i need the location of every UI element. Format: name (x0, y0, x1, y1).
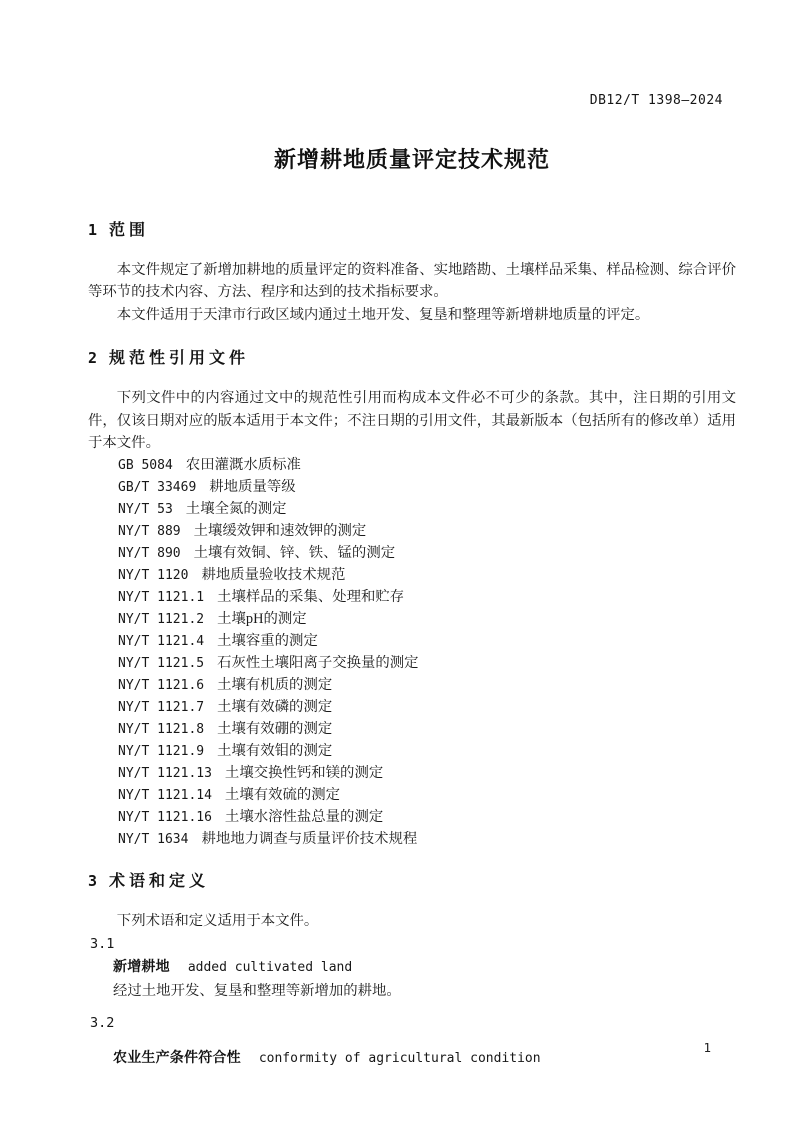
reference-code: NY/T 889 (118, 524, 181, 540)
reference-code: NY/T 1121.9 (118, 744, 205, 760)
page-content (88, 145, 736, 1071)
reference-name: 土壤有效磷的测定 (217, 699, 333, 716)
reference-name: 土壤水溶性盐总量的测定 (224, 809, 384, 826)
reference-code: NY/T 1121.5 (118, 656, 205, 672)
term-3-1-english: added cultivated land (187, 960, 353, 976)
reference-item (118, 542, 736, 564)
reference-name: 石灰性土壤阳离子交换量的测定 (217, 655, 419, 672)
reference-item (118, 652, 736, 674)
normative-references-list (88, 454, 736, 850)
reference-item (118, 630, 736, 652)
section-3-number: 3 (88, 872, 98, 891)
references-intro: 下列文件中的内容通过文中的规范性引用而构成本文件必不可少的条款。其中，注日期的引用文件，仅该日期对应的版本适用于本文件；不注日期的引用文件，其最新版本（包括所有的修改单）适用于本文件。 (88, 390, 736, 452)
reference-name: 土壤全氮的测定 (185, 501, 287, 518)
term-3-1-chinese: 新增耕地 (113, 958, 170, 975)
reference-item (118, 564, 736, 586)
terms-intro: 下列术语和定义适用于本文件。 (116, 913, 319, 930)
reference-item (118, 784, 736, 806)
reference-code: NY/T 1121.8 (118, 722, 205, 738)
clause-3-2: 3.2 (90, 1015, 115, 1032)
reference-code: NY/T 1121.6 (118, 678, 205, 694)
scope-paragraph-1: 本文件规定了新增加耕地的质量评定的资料准备、实地踏勘、土壤样品采集、样品检测、综合评价等环节的技术内容、方法、程序和达到的技术指标要求。 (88, 262, 736, 301)
reference-code: NY/T 53 (118, 502, 173, 518)
reference-name: 耕地质量验收技术规范 (201, 567, 346, 584)
reference-item (118, 762, 736, 784)
reference-code: NY/T 1121.1 (118, 590, 205, 606)
clause-3-1: 3.1 (90, 935, 115, 952)
reference-item (118, 454, 736, 476)
reference-item (118, 520, 736, 542)
scope-paragraph-2: 本文件适用于天津市行政区域内通过土地开发、复垦和整理等新增耕地质量的评定。 (116, 306, 650, 323)
reference-item (118, 476, 736, 498)
reference-item (118, 718, 736, 740)
standard-code: DB12/T 1398—2024 (589, 93, 723, 108)
term-3-1-definition: 经过土地开发、复垦和整理等新增加的耕地。 (113, 982, 401, 999)
document-title: 新增耕地质量评定技术规范 (273, 147, 550, 172)
section-1-number: 1 (88, 221, 98, 239)
reference-name: 土壤有效铜、锌、铁、锰的测定 (193, 545, 396, 562)
term-3-2-chinese: 农业生产条件符合性 (113, 1049, 241, 1066)
reference-item (118, 828, 736, 850)
reference-name: 土壤有效硼的测定 (217, 721, 333, 738)
reference-name: 土壤有效硫的测定 (224, 787, 341, 804)
reference-code: GB/T 33469 (118, 480, 197, 496)
reference-code: NY/T 1121.14 (118, 788, 212, 804)
reference-code: NY/T 1121.2 (118, 612, 205, 628)
reference-item (118, 608, 736, 630)
reference-code: NY/T 890 (118, 546, 181, 562)
section-1-title: 范围 (109, 222, 150, 239)
reference-code: NY/T 1121.4 (118, 634, 205, 650)
reference-item (118, 696, 736, 718)
reference-name: 土壤容重的测定 (217, 633, 318, 650)
reference-name: 土壤有效钼的测定 (217, 743, 333, 760)
reference-item (118, 740, 736, 762)
reference-name: 耕地质量等级 (209, 479, 296, 496)
section-3-title: 术语和定义 (109, 873, 210, 891)
reference-code: NY/T 1121.7 (118, 700, 205, 716)
section-3-heading (88, 870, 736, 893)
reference-name: 土壤有机质的测定 (217, 677, 333, 694)
section-1-heading (88, 219, 736, 242)
section-2-title: 规范性引用文件 (109, 350, 250, 368)
section-2-heading (88, 347, 736, 370)
reference-name: 土壤交换性钙和镁的测定 (224, 765, 384, 782)
reference-name: 农田灌溉水质标准 (185, 457, 301, 474)
term-3-2-english: conformity of agricultural condition (258, 1051, 541, 1067)
reference-name: 土壤pH的测定 (217, 611, 307, 628)
reference-name: 耕地地力调查与质量评价技术规程 (201, 831, 418, 848)
reference-item (118, 806, 736, 828)
term-3-2 (113, 1046, 736, 1070)
section-2-number: 2 (88, 349, 98, 368)
reference-item (118, 674, 736, 696)
reference-item (118, 498, 736, 520)
reference-code: GB 5084 (118, 458, 173, 474)
reference-code: NY/T 1634 (118, 832, 189, 848)
reference-name: 土壤缓效钾和速效钾的测定 (193, 523, 367, 540)
term-3-1 (113, 955, 736, 979)
reference-name: 土壤样品的采集、处理和贮存 (217, 589, 405, 606)
page-number: 1 (703, 1040, 711, 1055)
reference-code: NY/T 1121.13 (118, 766, 212, 782)
reference-item (118, 586, 736, 608)
reference-code: NY/T 1120 (118, 568, 189, 584)
reference-code: NY/T 1121.16 (118, 810, 212, 826)
